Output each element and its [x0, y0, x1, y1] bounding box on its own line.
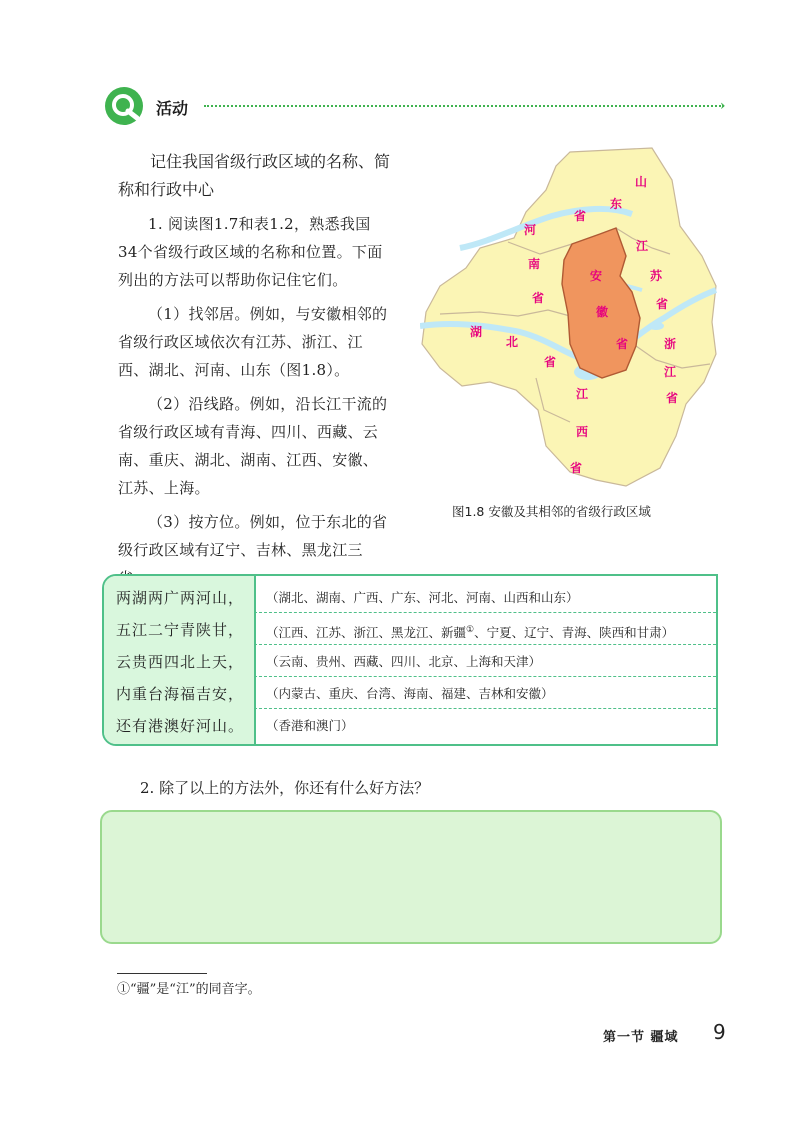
paragraph-3: （2）沿线路。例如，沿长江干流的省级行政区域有青海、四川、西藏、云南、重庆、湖北、湖南、江西、安徽、江苏、上海。: [118, 395, 388, 497]
label-shandong-2: 东: [610, 197, 623, 211]
label-henan-3: 省: [532, 291, 545, 305]
mnemonic-provinces: （云南、贵州、西藏、四川、北京、上海和天津）: [266, 654, 542, 669]
label-zhejiang-2: 江: [664, 365, 677, 379]
label-anhui-2: 徽: [596, 305, 609, 319]
label-jiangxi-1: 江: [576, 387, 589, 401]
row-divider: [254, 708, 716, 709]
label-hubei-1: 湖: [470, 325, 483, 339]
paragraph-2: （1）找邻居。例如，与安徽相邻的省级行政区域依次有江苏、浙江、江西、湖北、河南、山东（图1.8）。: [118, 305, 388, 379]
label-jiangsu-2: 苏: [650, 269, 663, 283]
activity-title: 活动: [156, 99, 189, 118]
map-caption: 图1.8 安徽及其相邻的省级行政区域: [452, 504, 651, 519]
row-divider: [254, 612, 716, 613]
label-henan-1: 河: [524, 223, 537, 237]
footnote: ①“疆”是“江”的同音字。: [117, 982, 261, 997]
activity-text: [118, 148, 390, 626]
chevron-right-icon: ›: [720, 98, 726, 114]
paragraph-4: （3）按方位。例如，位于东北的省级行政区域有辽宁、吉林、黑龙江三: [118, 513, 388, 559]
footnote-rule: [117, 973, 207, 974]
tai-lake: [648, 322, 664, 330]
mnemonic-provinces-part1: （江西、江苏、浙江、黑龙江、新疆: [266, 625, 467, 641]
activity-heading: 记住我国省级行政区域的名称、简称和行政中心: [118, 152, 391, 199]
mnemonic-rhyme: 五江二宁青陕甘，: [116, 621, 245, 639]
label-jiangxi-3: 省: [570, 461, 583, 475]
mnemonic-rhyme: 内重台海福吉安，: [116, 685, 245, 703]
mnemonic-row: [104, 614, 716, 646]
label-shandong-1: 山: [635, 175, 648, 189]
footnote-marker: ①: [466, 625, 475, 635]
answer-box[interactable]: [100, 810, 722, 944]
mnemonic-rhyme: 还有港澳好河山。: [116, 717, 245, 735]
row-divider: [254, 644, 716, 645]
label-jiangsu-3: 省: [656, 297, 669, 311]
label-jiangsu-1: 江: [636, 239, 649, 253]
page-number: 9: [713, 1020, 726, 1044]
label-jiangxi-2: 西: [576, 425, 589, 439]
label-zhejiang-3: 省: [666, 391, 679, 405]
question-2: 2. 除了以上的方法外，你还有什么好方法？: [140, 779, 430, 797]
mnemonic-row: [104, 582, 716, 614]
mnemonic-provinces: （湖北、湖南、广西、广东、河北、河南、山西和山东）: [266, 590, 579, 605]
activity-divider: [204, 105, 724, 107]
activity-magnifier-icon: [104, 86, 144, 126]
label-anhui-3: 省: [616, 337, 629, 351]
anhui-map: [420, 146, 720, 496]
section-title: 第一节 疆域: [603, 1030, 679, 1045]
paragraph-1: 1. 阅读图1.7和表1.2，熟悉我国34个省级行政区域的名称和位置。下面列出的方法可以帮助你记住它们。: [118, 215, 383, 289]
label-zhejiang-1: 浙: [664, 337, 677, 351]
mnemonic-provinces: （香港和澳门）: [266, 718, 354, 733]
mnemonic-rhyme: 两湖两广两河山，: [116, 589, 245, 607]
mnemonic-rhyme: 云贵西四北上天，: [116, 653, 245, 671]
label-henan-2: 南: [528, 257, 541, 271]
mnemonic-row: [104, 678, 716, 710]
mnemonic-table: [102, 574, 718, 746]
label-hubei-2: 北: [506, 335, 519, 349]
label-hubei-3: 省: [544, 355, 557, 369]
label-anhui-1: 安: [590, 269, 603, 283]
mnemonic-provinces: （内蒙古、重庆、台湾、海南、福建、吉林和安徽）: [266, 686, 554, 701]
mnemonic-provinces-part2: 、宁夏、辽宁、青海、陕西和甘肃）: [474, 625, 675, 641]
mnemonic-provinces: [266, 618, 674, 645]
row-divider: [254, 676, 716, 677]
label-shandong-3: 省: [574, 209, 587, 223]
map-svg: [420, 146, 720, 496]
activity-header: [104, 86, 734, 126]
mnemonic-row: [104, 646, 716, 678]
mnemonic-row: [104, 710, 716, 742]
